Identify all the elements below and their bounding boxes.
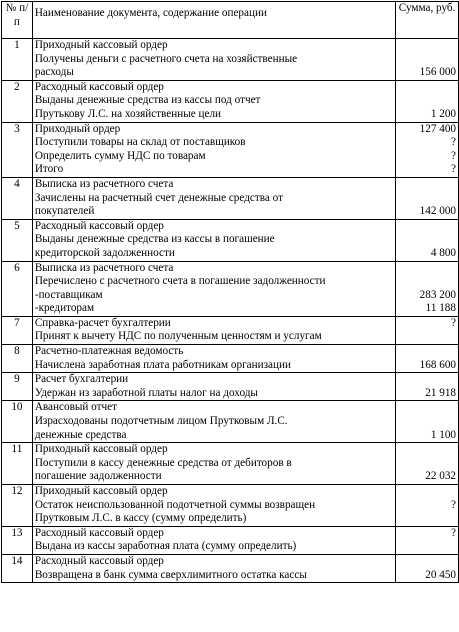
description-line: Приходный кассовый ордер	[34, 39, 168, 51]
row-description	[32, 554, 395, 582]
table-row	[2, 373, 459, 401]
table-header-row	[2, 2, 459, 39]
sum-value: 168 600	[419, 358, 456, 371]
description-line: Получены деньги с расчетного счета на хозяйственные	[34, 52, 298, 65]
sum-value	[398, 39, 456, 53]
sum-value: ?	[451, 149, 456, 162]
sum-value: 21 918	[425, 386, 456, 399]
description-line: Израсходованы подотчетным лицом Прутковым Л.С.	[34, 415, 288, 428]
sum-value: 20 450	[425, 568, 456, 581]
table-row	[2, 122, 459, 177]
description-line: Выданы денежные средства из кассы в погашение	[34, 233, 275, 246]
table-row	[2, 316, 459, 344]
description-line: покупателей	[34, 205, 95, 218]
table-row	[2, 485, 459, 527]
sum-value: 1 100	[430, 428, 456, 441]
sum-value	[398, 220, 456, 234]
table-row	[2, 526, 459, 554]
description-line: Перечислено с расчетного счета в погашение задолженности	[34, 275, 326, 288]
sum-value	[398, 373, 456, 387]
sum-value	[398, 401, 456, 415]
description-line: Поступили в кассу денежные средства от дебиторов в	[34, 456, 292, 469]
description-line: Расчетно-платежная ведомость	[34, 345, 184, 358]
row-description	[32, 219, 395, 261]
description-line: Расходный кассовый ордер	[34, 219, 164, 232]
sum-value	[398, 233, 456, 247]
description-line: Зачислены на расчетный счет денежные средства от	[34, 191, 283, 204]
sum-value	[398, 415, 456, 429]
row-sum	[396, 219, 459, 261]
row-number: 4	[2, 177, 33, 219]
sum-value: 283 200	[419, 288, 456, 301]
row-sum	[396, 316, 459, 344]
row-sum	[396, 401, 459, 443]
table-row	[2, 177, 459, 219]
description-line: Справка-расчет бухгалтерии	[34, 316, 171, 329]
sum-value	[398, 457, 456, 471]
row-sum	[396, 485, 459, 527]
sum-value	[398, 81, 456, 95]
description-line: Итого	[34, 163, 64, 176]
row-description	[32, 485, 395, 527]
row-number: 2	[2, 80, 33, 122]
row-number: 9	[2, 373, 33, 401]
description-line: Начислена заработная плата работникам организации	[34, 358, 291, 371]
description-line: Расходный кассовый ордер	[34, 554, 164, 567]
sum-value	[398, 192, 456, 206]
description-line: Поступили товары на склад от поставщиков	[34, 136, 246, 149]
description-line: Расходный кассовый ордер	[34, 80, 164, 93]
row-sum	[396, 261, 459, 316]
sum-value: ?	[451, 526, 456, 539]
row-number: 14	[2, 554, 33, 582]
description-line: Расчет бухгалтерии	[34, 373, 129, 386]
row-sum	[396, 554, 459, 582]
row-sum	[396, 443, 459, 485]
row-description	[32, 345, 395, 373]
row-sum	[396, 373, 459, 401]
row-description	[32, 443, 395, 485]
row-description	[32, 373, 395, 401]
header-description: Наименование документа, содержание операции	[32, 2, 395, 39]
sum-value: 156 000	[419, 66, 456, 79]
description-line: Определить сумму НДС по товарам	[34, 149, 206, 162]
description-line: Принят к вычету НДС по полученным ценностям и услугам	[34, 330, 322, 343]
row-number: 13	[2, 526, 33, 554]
operations-table	[1, 1, 459, 583]
row-number: 12	[2, 485, 33, 527]
sum-value: 11 188	[425, 302, 456, 315]
table-row	[2, 39, 459, 81]
row-number: 10	[2, 401, 33, 443]
description-line: денежные средства	[34, 428, 127, 441]
row-number: 8	[2, 345, 33, 373]
sum-value: ?	[451, 316, 456, 329]
sum-value	[398, 178, 456, 192]
sum-value: ?	[451, 163, 456, 176]
row-sum	[396, 345, 459, 373]
sum-value	[398, 262, 456, 276]
sum-value: ?	[451, 498, 456, 511]
table-body	[2, 39, 459, 583]
table-row	[2, 261, 459, 316]
row-number: 7	[2, 316, 33, 344]
description-line: Выданы денежные средства из кассы под отчет	[34, 94, 261, 107]
description-line: Удержан из заработной платы налог на доходы	[34, 386, 258, 399]
row-sum	[396, 526, 459, 554]
row-sum	[396, 177, 459, 219]
table-row	[2, 443, 459, 485]
row-description	[32, 261, 395, 316]
sum-value	[398, 330, 456, 344]
description-line: Прутковым Л.С. в кассу (сумму определить)	[34, 512, 247, 525]
sum-value	[398, 345, 456, 359]
description-line: расходы	[34, 66, 74, 79]
table-row	[2, 80, 459, 122]
row-number: 1	[2, 39, 33, 81]
sum-value	[398, 512, 456, 526]
sum-value	[398, 53, 456, 67]
sum-value: 4 800	[430, 246, 456, 259]
description-line: Выписка из расчетного счета	[34, 261, 174, 274]
table-row	[2, 401, 459, 443]
sum-value	[398, 443, 456, 457]
sum-value	[398, 94, 456, 108]
row-number: 11	[2, 443, 33, 485]
sum-value: 127 400	[419, 122, 456, 135]
sum-value: 1 200	[430, 107, 456, 120]
description-line: Приходный кассовый ордер	[34, 443, 168, 456]
description-line: -поставщикам	[34, 288, 103, 301]
header-number: № п/п	[2, 2, 33, 39]
row-description	[32, 316, 395, 344]
row-description	[32, 39, 395, 81]
row-sum	[396, 122, 459, 177]
description-line: Остаток неиспользованной подотчетной суммы возвращен	[34, 498, 316, 511]
description-line: Авансовый отчет	[34, 401, 117, 414]
sum-value	[398, 275, 456, 289]
table-row	[2, 219, 459, 261]
row-sum	[396, 80, 459, 122]
row-number: 3	[2, 122, 33, 177]
row-description	[32, 401, 395, 443]
row-description	[32, 80, 395, 122]
row-description	[32, 122, 395, 177]
sum-value: ?	[451, 136, 456, 149]
description-line: Прутькову Л.С. на хозяйственные цели	[34, 107, 222, 120]
description-line: Расходный кассовый ордер	[34, 526, 164, 539]
description-line: Выписка из расчетного счета	[34, 177, 174, 190]
description-line: погашение задолженности	[34, 470, 162, 483]
sum-value: 142 000	[419, 205, 456, 218]
sum-value	[398, 485, 456, 499]
row-number: 6	[2, 261, 33, 316]
sum-value	[398, 540, 456, 554]
row-number: 5	[2, 219, 33, 261]
description-line: кредиторской задолженности	[34, 246, 175, 259]
description-line: Приходный кассовый ордер	[34, 485, 168, 497]
description-line: Приходный ордер	[34, 122, 121, 135]
sum-value: 22 032	[425, 470, 456, 483]
table-row	[2, 345, 459, 373]
sum-value	[398, 555, 456, 569]
row-sum	[396, 39, 459, 81]
header-sum: Сумма, руб.	[396, 2, 459, 39]
description-line: Выдана из кассы заработная плата (сумму определить)	[34, 540, 297, 553]
description-line: -кредиторам	[34, 302, 95, 315]
row-description	[32, 177, 395, 219]
description-line: Возвращена в банк сумма сверхлимитного остатка кассы	[34, 568, 307, 581]
table-row	[2, 554, 459, 582]
row-description	[32, 526, 395, 554]
